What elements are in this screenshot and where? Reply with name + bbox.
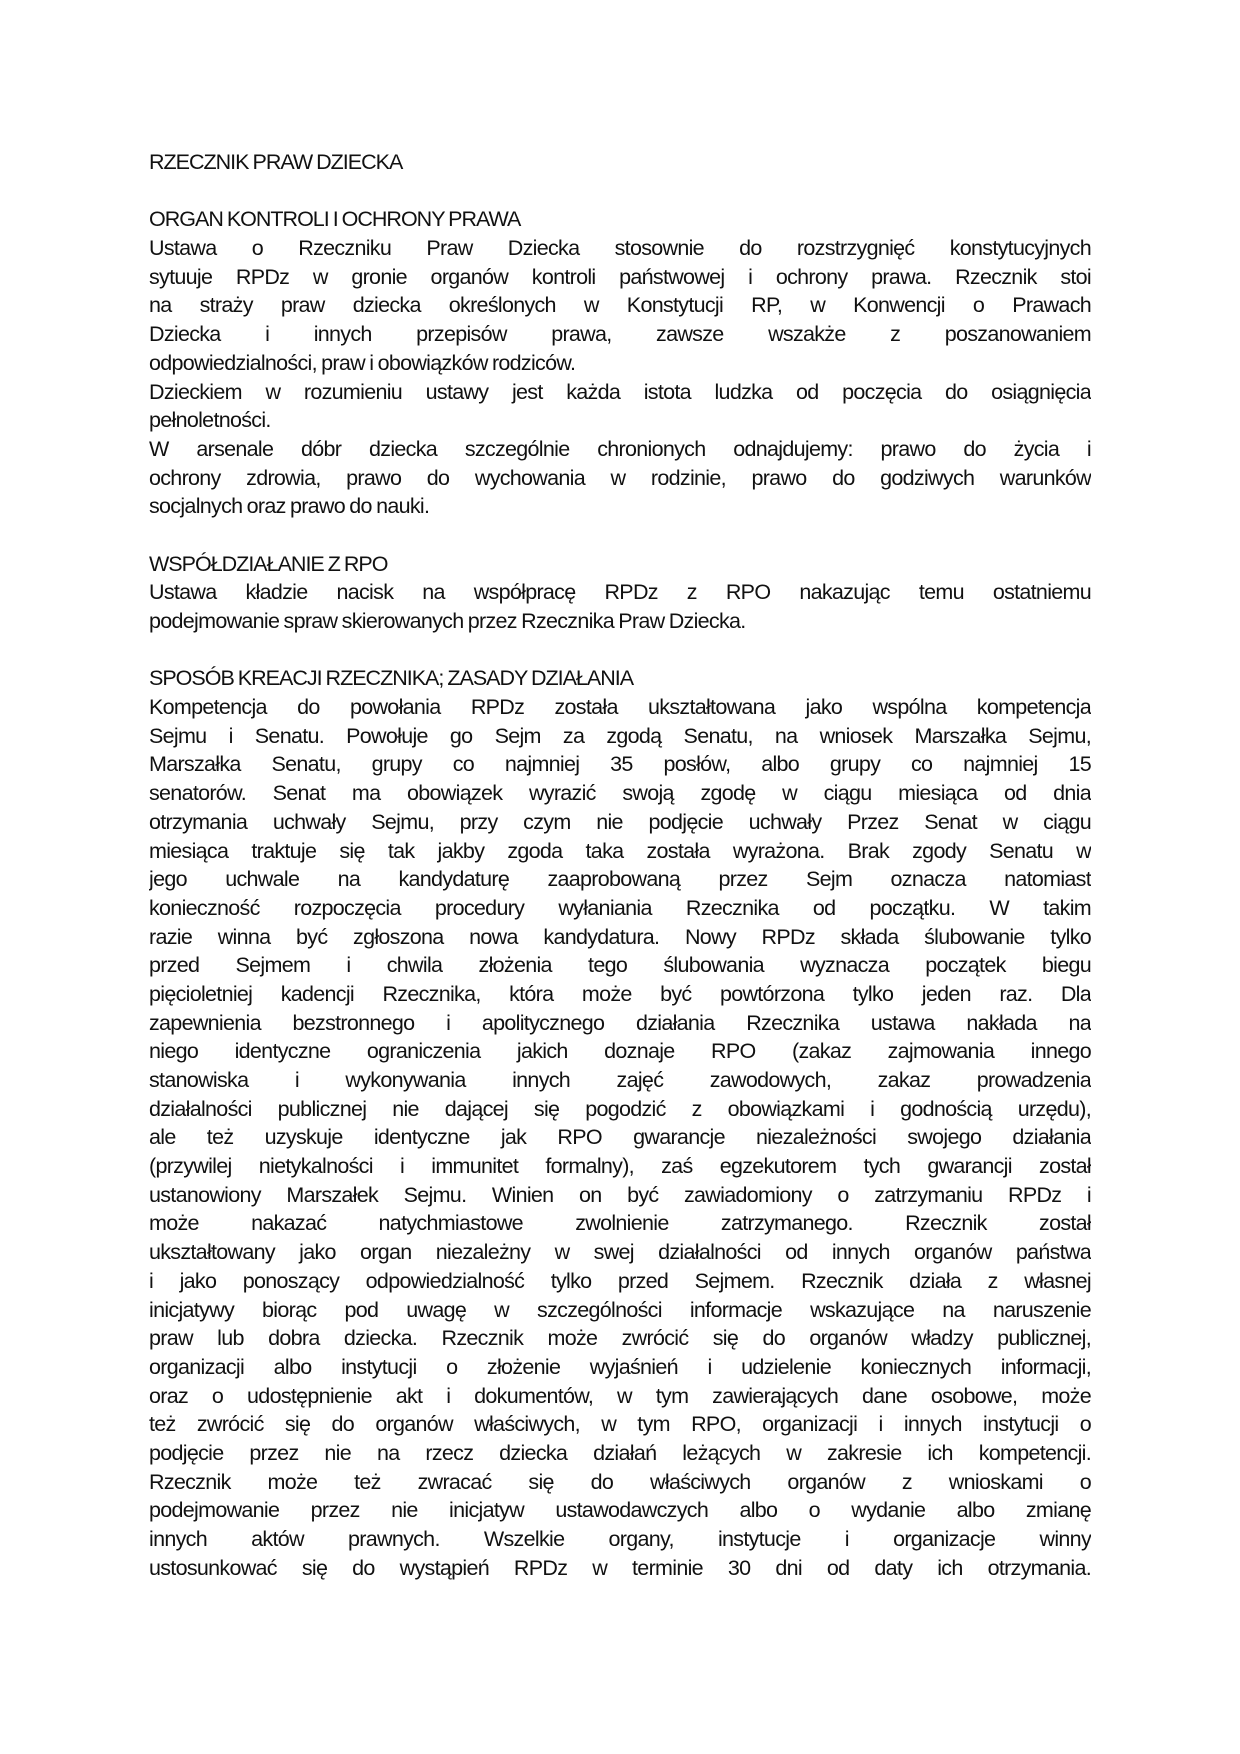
paragraph-line: Sejmu i Senatu. Powołuje go Sejm za zgodą Senatu, na wniosek Marszałka Sejmu,	[149, 723, 1091, 748]
paragraph-line: pełnoletności.	[149, 408, 271, 433]
paragraph-line: miesiąca traktuje się tak jakby zgoda taka została wyrażona. Brak zgody Senatu w	[149, 838, 1091, 863]
paragraph-line: innych aktów prawnych. Wszelkie organy, instytucje i organizacje winny	[149, 1527, 1091, 1551]
paragraph-line: działalności publicznej nie dającej się pogodzić z obowiązkami i godnością urzędu),	[149, 1096, 1091, 1121]
paragraph-line: pięcioletniej kadencji Rzecznika, która może być powtórzona tylko jeden raz. Dla	[149, 981, 1091, 1006]
paragraph-line: na straży praw dziecka określonych w Konstytucji RP, w Konwencji o Prawach	[149, 293, 1091, 318]
paragraph-line: praw lub dobra dziecka. Rzecznik może zwrócić się do organów władzy publicznej,	[149, 1326, 1091, 1351]
paragraph-line: organizacji albo instytucji o złożenie wyjaśnień i udzielenie koniecznych informacji,	[149, 1354, 1091, 1379]
paragraph-line: razie winna być zgłoszona nowa kandydatura. Nowy RPDz składa ślubowanie tylko	[149, 924, 1091, 949]
section-heading: ORGAN KONTROLI I OCHRONY PRAWA	[149, 207, 521, 232]
blank-line	[149, 636, 1091, 665]
paragraph-line: zapewnienia bezstronnego i apolitycznego działania Rzecznika ustawa nakłada na	[149, 1010, 1091, 1035]
paragraph-line: sytuuje RPDz w gronie organów kontroli państwowej i ochrony prawa. Rzecznik stoi	[149, 264, 1091, 289]
blank-line	[149, 177, 1091, 206]
paragraph-line: i jako ponoszący odpowiedzialność tylko przed Sejmem. Rzecznik działa z własnej	[149, 1268, 1091, 1293]
paragraph-line: podejmowanie spraw skierowanych przez Rzecznika Praw Dziecka.	[149, 609, 746, 633]
paragraph-line: ochrony zdrowia, prawo do wychowania w rodzinie, prawo do godziwych warunków	[149, 465, 1091, 490]
paragraph-line: ustosunkować się do wystąpień RPDz w terminie 30 dni od daty ich otrzymania.	[149, 1555, 1091, 1580]
paragraph-line: ukształtowany jako organ niezależny w swej działalności od innych organów państwa	[149, 1240, 1091, 1265]
paragraph-line: Dzieckiem w rozumieniu ustawy jest każda istota ludzka od poczęcia do osiągnięcia	[149, 379, 1091, 404]
paragraph-line: socjalnych oraz prawo do nauki.	[149, 494, 430, 519]
paragraph-line: konieczność rozpoczęcia procedury wyłaniania Rzecznika od początku. W takim	[149, 895, 1091, 920]
paragraph-line: Dziecka i innych przepisów prawa, zawsze wszakże z poszanowaniem	[149, 322, 1091, 347]
paragraph-line: oraz o udostępnienie akt i dokumentów, w tym zawierających dane osobowe, może	[149, 1383, 1091, 1408]
paragraph-line: podjęcie przez nie na rzecz dziecka działań leżących w zakresie ich kompetencji.	[149, 1440, 1091, 1465]
section-heading: WSPÓŁDZIAŁANIE Z RPO	[149, 551, 388, 576]
document-title: RZECZNIK PRAW DZIECKA	[149, 150, 403, 174]
paragraph-line: (przywilej nietykalności i immunitet formalny), zaś egzekutorem tych gwarancji został	[149, 1154, 1091, 1179]
paragraph-line: Kompetencja do powołania RPDz została ukształtowana jako wspólna kompetencja	[149, 695, 1091, 720]
paragraph-line: senatorów. Senat ma obowiązek wyrazić swoją zgodę w ciągu miesiąca od dnia	[149, 781, 1091, 806]
section-heading: SPOSÓB KREACJI RZECZNIKA; ZASADY DZIAŁANIA	[149, 666, 634, 691]
paragraph-line: może nakazać natychmiastowe zwolnienie zatrzymanego. Rzecznik został	[149, 1211, 1091, 1236]
document-page	[149, 148, 1091, 1582]
paragraph-line: ale też uzyskuje identyczne jak RPO gwarancje niezależności swojego działania	[149, 1125, 1091, 1150]
paragraph-line: niego identyczne ograniczenia jakich doznaje RPO (zakaz zajmowania innego	[149, 1039, 1091, 1064]
paragraph-line: W arsenale dóbr dziecka szczególnie chronionych odnajdujemy: prawo do życia i	[149, 436, 1091, 461]
paragraph-line: ustanowiony Marszałek Sejmu. Winien on być zawiadomiony o zatrzymaniu RPDz i	[149, 1182, 1091, 1207]
paragraph-line: otrzymania uchwały Sejmu, przy czym nie podjęcie uchwały Przez Senat w ciągu	[149, 809, 1091, 834]
blank-line	[149, 521, 1091, 550]
paragraph-line: stanowiska i wykonywania innych zajęć zawodowych, zakaz prowadzenia	[149, 1068, 1091, 1092]
paragraph-line: jego uchwale na kandydaturę zaaprobowaną przez Sejm oznacza natomiast	[149, 867, 1091, 892]
paragraph-line: Rzecznik może też zwracać się do właściwych organów z wnioskami o	[149, 1469, 1091, 1494]
paragraph-line: Marszałka Senatu, grupy co najmniej 35 posłów, albo grupy co najmniej 15	[149, 752, 1091, 777]
paragraph-line: też zwrócić się do organów właściwych, w tym RPO, organizacji i innych instytucji o	[149, 1412, 1091, 1437]
paragraph-line: odpowiedzialności, praw i obowiązków rodziców.	[149, 350, 576, 375]
paragraph-line: podejmowanie przez nie inicjatyw ustawodawczych albo o wydanie albo zmianę	[149, 1498, 1091, 1523]
paragraph-line: przed Sejmem i chwila złożenia tego ślubowania wyznacza początek biegu	[149, 953, 1091, 978]
paragraph-line: Ustawa kładzie nacisk na współpracę RPDz z RPO nakazując temu ostatniemu	[149, 580, 1091, 605]
paragraph-line: Ustawa o Rzeczniku Praw Dziecka stosownie do rozstrzygnięć konstytucyjnych	[149, 236, 1091, 261]
paragraph-line: inicjatywy biorąc pod uwagę w szczególności informacje wskazujące na naruszenie	[149, 1297, 1091, 1322]
